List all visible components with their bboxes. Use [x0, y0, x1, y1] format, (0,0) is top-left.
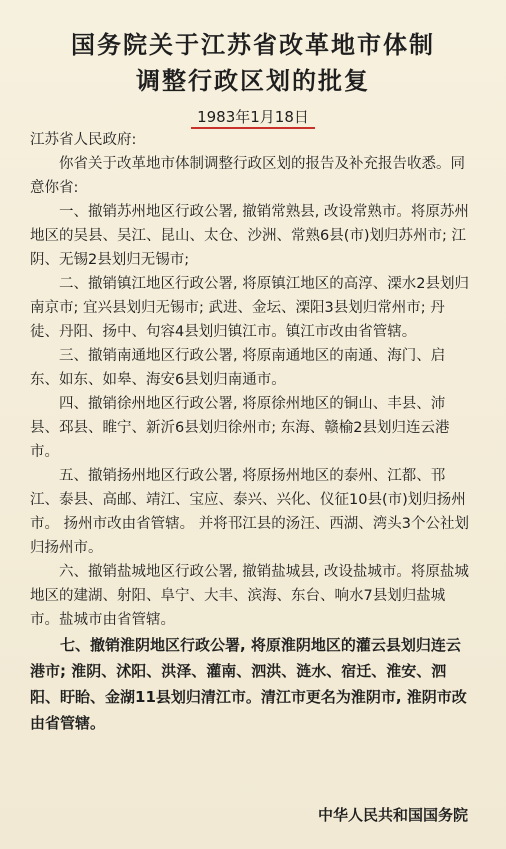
item-7-paragraph: 七、撤销淮阴地区行政公署, 将原淮阴地区的灌云县划归连云港市; 淮阴、沭阳、洪泽、灌南、泗洪、涟水、宿迁、淮安、泗阳、盱眙、金湖11县划归清江市。清江市更名为淮阴市, 淮阴市改由省管辖。	[30, 636, 467, 732]
intro-paragraph: 你省关于改革地市体制调整行政区划的报告及补充报告收悉。同意你省:	[30, 156, 465, 196]
signature: 中华人民共和国国务院	[317, 806, 468, 824]
document-title-line1: 国务院关于江苏省改革地市体制	[71, 31, 435, 59]
item-5-paragraph: 五、撤销扬州地区行政公署, 将原扬州地区的泰州、江都、邗江、泰县、高邮、靖江、宝应、泰兴、兴化、仪征10县(市)划归扬州市。 扬州市改由省管辖。 并将邗江县的汤汪、西湖、湾头3个公社划归扬州市。	[30, 468, 469, 556]
document-body	[30, 128, 470, 736]
item-2-paragraph: 二、撤销镇江地区行政公署, 将原镇江地区的高淳、溧水2县划归南京市; 宜兴县划归无锡市; 武进、金坛、溧阳3县划归常州市; 丹徒、丹阳、扬中、句容4县划归镇江市。镇江市改由省管辖。	[30, 276, 469, 340]
item-1-paragraph: 一、撤销苏州地区行政公署, 撤销常熟县, 改设常熟市。将原苏州地区的吴县、吴江、昆山、太仓、沙洲、常熟6县(市)划归苏州市; 江阴、无锡2县划归无锡市;	[30, 204, 469, 268]
salutation: 江苏省人民政府:	[30, 132, 137, 148]
date-text: 1983年1月18日	[191, 108, 315, 129]
item-4-paragraph: 四、撤销徐州地区行政公署, 将原徐州地区的铜山、丰县、沛县、邳县、睢宁、新沂6县划归徐州市; 东海、赣榆2县划归连云港市。	[30, 396, 450, 460]
item-6-paragraph: 六、撤销盐城地区行政公署, 撤销盐城县, 改设盐城市。将原盐城地区的建湖、射阳、阜宁、大丰、滨海、东台、响水7县划归盐城市。盐城市由省管辖。	[30, 564, 469, 628]
document-title-line2: 调整行政区划的批复	[136, 67, 370, 95]
item-3-paragraph: 三、撤销南通地区行政公署, 将原南通地区的南通、海门、启东、如东、如皋、海安6县划归南通市。	[30, 348, 446, 388]
document-date	[0, 106, 506, 127]
